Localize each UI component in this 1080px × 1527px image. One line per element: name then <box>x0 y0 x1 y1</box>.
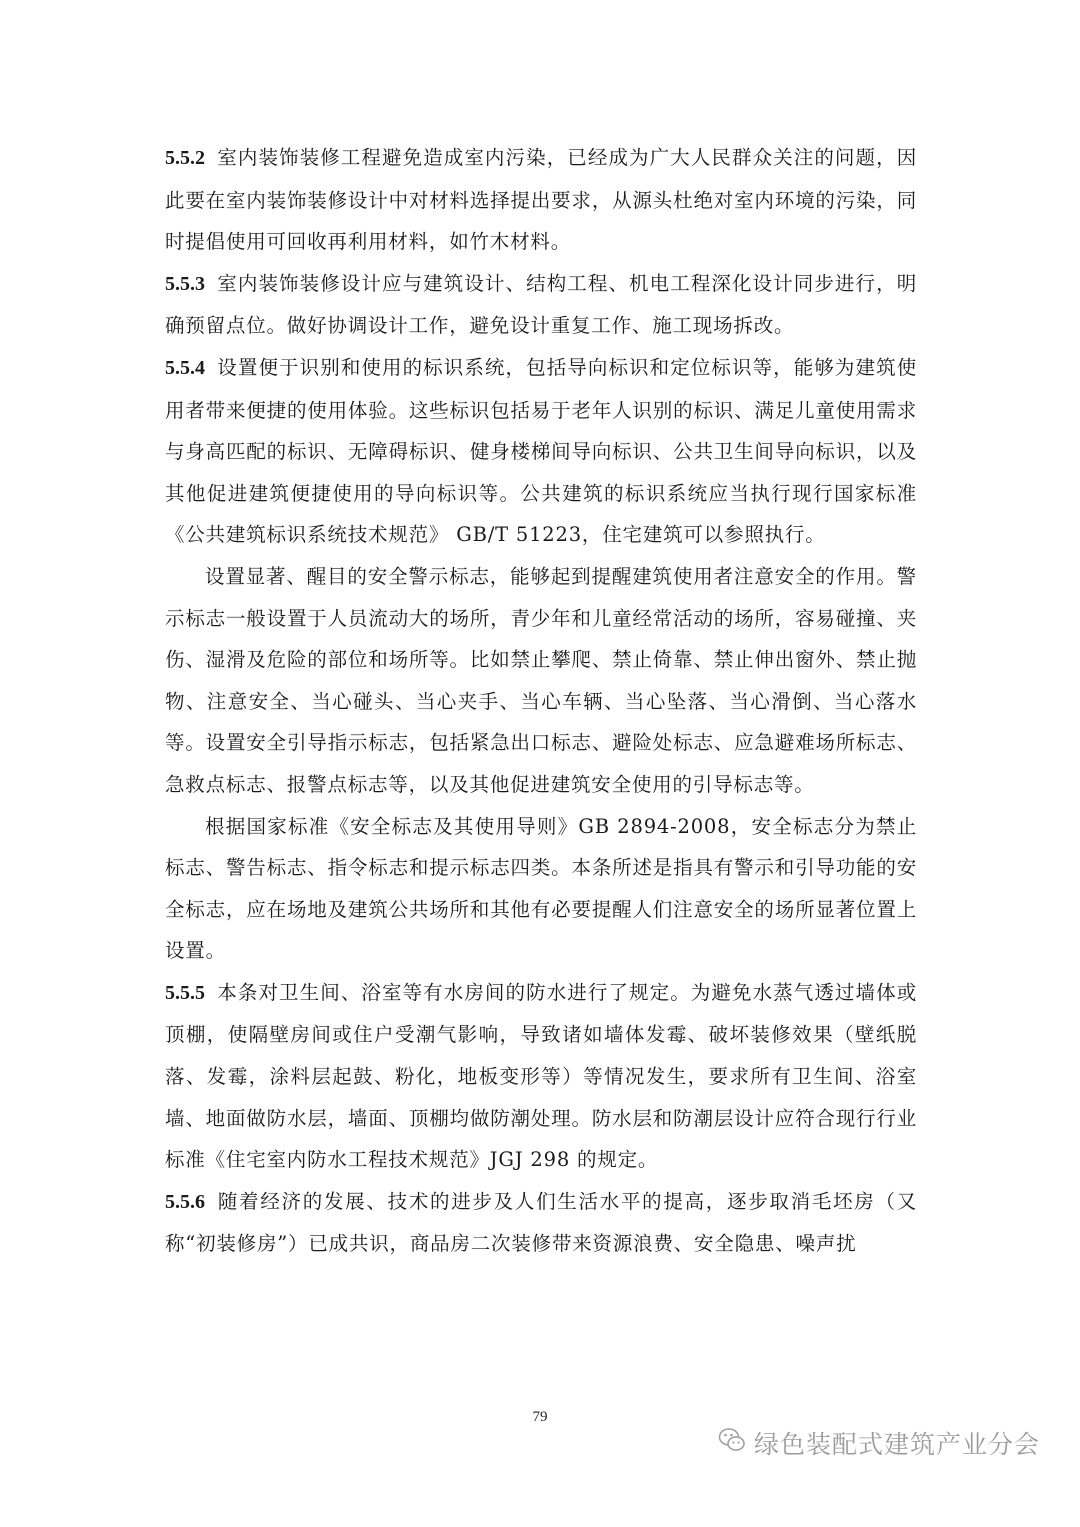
clause-5-5-2 <box>165 137 917 263</box>
watermark-text: 绿色装配式建筑产业分会 <box>754 1430 1041 1459</box>
paragraph-text: 设置显著、醒目的安全警示标志，能够起到提醒建筑使用者注意安全的作用。警示标志一般设置于人员流动大的场所，青少年和儿童经常活动的场所，容易碰撞、夹伤、湿滑及危险的部位和场所等。比如禁止攀爬、禁止倚靠、禁止伸出窗外、禁止抛物、注意安全、当心碰头、当心夹手、当心车辆、当心坠落、当心滑倒、当心落水等。设置安全引导指示标志，包括紧急出口标志、避险处标志、应急避难场所标志、急救点标志、报警点标志等，以及其他促进建筑安全使用的引导标志等。 <box>165 564 917 796</box>
page-body <box>165 137 917 1265</box>
clause-number: 5.5.6 <box>165 1190 205 1213</box>
clause-text: 本条对卫生间、浴室等有水房间的防水进行了规定。为避免水蒸气透过墙体或顶棚，使隔壁房间或住户受潮气影响，导致诸如墙体发霉、破坏装修效果（壁纸脱落、发霉，涂料层起鼓、粉化，地板变形等）等情况发生，要求所有卫生间、浴室墙、地面做防水层，墙面、顶棚均做防潮处理。防水层和防潮层设计应符合现行行业标准《住宅室内防水工程技术规范》JGJ 298 的规定。 <box>165 980 917 1172</box>
clause-5-5-3 <box>165 263 917 347</box>
clause-5-5-4 <box>165 347 917 556</box>
clause-5-5-6 <box>165 1181 917 1265</box>
clause-text: 室内装饰装修设计应与建筑设计、结构工程、机电工程深化设计同步进行，明确预留点位。做好协调设计工作，避免设计重复工作、施工现场拆改。 <box>165 271 917 338</box>
paragraph-text: 根据国家标准《安全标志及其使用导则》GB 2894-2008，安全标志分为禁止标志、警告标志、指令标志和提示标志四类。本条所述是指具有警示和引导功能的安全标志，应在场地及建筑公共场所和其他有必要提醒人们注意安全的场所显著位置上设置。 <box>165 814 917 963</box>
clause-number: 5.5.4 <box>165 356 205 379</box>
clause-number: 5.5.2 <box>165 147 205 169</box>
clause-5-5-5 <box>165 972 917 1181</box>
paragraph-safety-signs <box>165 556 917 806</box>
page-number: 79 <box>532 1409 548 1425</box>
wechat-icon <box>718 1427 754 1459</box>
paragraph-national-standard <box>165 806 917 972</box>
clause-text: 室内装饰装修工程避免造成室内污染，已经成为广大人民群众关注的问题，因此要在室内装饰装修设计中对材料选择提出要求，从源头杜绝对室内环境的污染，同时提倡使用可回收再利用材料，如竹木材料。 <box>165 146 917 254</box>
clause-number: 5.5.5 <box>165 981 205 1004</box>
clause-number: 5.5.3 <box>165 272 205 295</box>
clause-text: 随着经济的发展、技术的进步及人们生活水平的提高，逐步取消毛坯房（又称“初装修房”）已成共识，商品房二次装修带来资源浪费、安全隐患、噪声扰 <box>165 1189 917 1256</box>
watermark <box>718 1423 1040 1463</box>
clause-text: 设置便于识别和使用的标识系统，包括导向标识和定位标识等，能够为建筑使用者带来便捷的使用体验。这些标识包括易于老年人识别的标识、满足儿童使用需求与身高匹配的标识、无障碍标识、健身楼梯间导向标识、公共卫生间导向标识，以及其他促进建筑便捷使用的导向标识等。公共建筑的标识系统应当执行现行国家标准《公共建筑标识系统技术规范》 GB/T 51223，住宅建筑可以参照执行。 <box>165 355 917 547</box>
